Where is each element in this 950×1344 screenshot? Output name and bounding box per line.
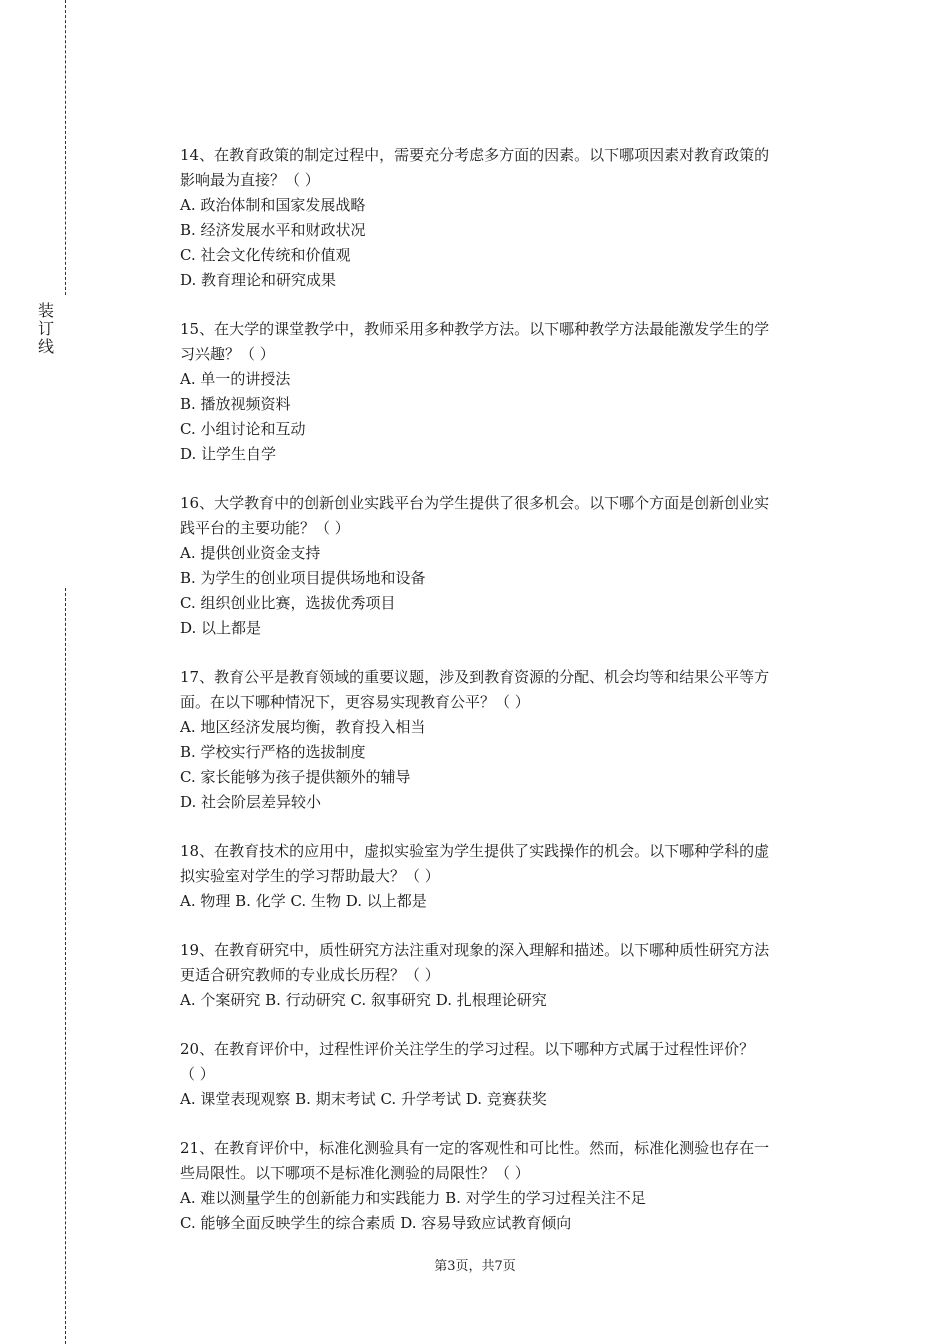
question-19 [180, 938, 840, 1013]
question-stem-line: 影响最为直接？（ ） [180, 171, 320, 189]
question-15 [180, 317, 840, 467]
question-20 [180, 1037, 840, 1112]
binding-dashed-line-top [65, 0, 66, 295]
question-14 [180, 143, 840, 293]
option-line: A. 物理 B. 化学 C. 生物 D. 以上都是 [180, 892, 427, 910]
option-line: C. 小组讨论和互动 [180, 420, 306, 438]
binding-label [36, 302, 56, 356]
question-stem-line: 践平台的主要功能？（ ） [180, 519, 350, 537]
question-stem-line: 16、大学教育中的创新创业实践平台为学生提供了很多机会。以下哪个方面是创新创业实 [180, 494, 770, 512]
question-stem-line: 15、在大学的课堂教学中，教师采用多种教学方法。以下哪种教学方法最能激发学生的学 [180, 320, 770, 338]
question-stem-line: 拟实验室对学生的学习帮助最大？（ ） [180, 867, 440, 885]
question-stem-line: 19、在教育研究中，质性研究方法注重对现象的深入理解和描述。以下哪种质性研究方法 [180, 941, 770, 959]
question-18 [180, 839, 840, 914]
page-number: 第3页，共7页 [434, 1259, 516, 1274]
question-stem-line: 更适合研究教师的专业成长历程？（ ） [180, 966, 440, 984]
option-line: B. 经济发展水平和财政状况 [180, 221, 366, 239]
question-stem-line: 些局限性。以下哪项不是标准化测验的局限性？（ ） [180, 1164, 530, 1182]
option-line: A. 个案研究 B. 行动研究 C. 叙事研究 D. 扎根理论研究 [180, 991, 547, 1009]
option-line: D. 以上都是 [180, 619, 262, 637]
question-21 [180, 1136, 840, 1236]
question-stem-line: 20、在教育评价中，过程性评价关注学生的学习过程。以下哪种方式属于过程性评价？ [180, 1040, 755, 1058]
option-line: A. 课堂表现观察 B. 期末考试 C. 升学考试 D. 竞赛获奖 [180, 1090, 547, 1108]
option-line: A. 地区经济发展均衡，教育投入相当 [180, 718, 426, 736]
question-stem-line: 习兴趣？（ ） [180, 345, 275, 363]
question-stem-line: 面。在以下哪种情况下，更容易实现教育公平？（ ） [180, 693, 530, 711]
option-line: C. 家长能够为孩子提供额外的辅导 [180, 768, 411, 786]
question-stem-line: 18、在教育技术的应用中，虚拟实验室为学生提供了实践操作的机会。以下哪种学科的虚 [180, 842, 770, 860]
binding-dashed-line-bottom [65, 588, 66, 1344]
binding-label-char: 订 [37, 319, 54, 338]
option-line: A. 政治体制和国家发展战略 [180, 196, 366, 214]
question-list [180, 143, 840, 1260]
option-line: B. 播放视频资料 [180, 395, 291, 413]
option-line: C. 能够全面反映学生的综合素质 D. 容易导致应试教育倾向 [180, 1214, 572, 1232]
option-line: B. 学校实行严格的选拔制度 [180, 743, 366, 761]
option-line: A. 难以测量学生的创新能力和实践能力 B. 对学生的学习过程关注不足 [180, 1189, 646, 1207]
option-line: C. 社会文化传统和价值观 [180, 246, 351, 264]
question-17 [180, 665, 840, 815]
question-stem-line: （ ） [180, 1065, 215, 1083]
option-line: D. 社会阶层差异较小 [180, 793, 322, 811]
option-line: B. 为学生的创业项目提供场地和设备 [180, 569, 426, 587]
binding-label-char: 线 [37, 337, 54, 356]
question-stem-line: 21、在教育评价中，标准化测验具有一定的客观性和可比性。然而，标准化测验也存在一 [180, 1139, 770, 1157]
option-line: C. 组织创业比赛，选拔优秀项目 [180, 594, 396, 612]
question-stem-line: 17、教育公平是教育领域的重要议题，涉及到教育资源的分配、机会均等和结果公平等方 [180, 668, 770, 686]
option-line: D. 教育理论和研究成果 [180, 271, 337, 289]
option-line: D. 让学生自学 [180, 445, 277, 463]
option-line: A. 单一的讲授法 [180, 370, 291, 388]
option-line: A. 提供创业资金支持 [180, 544, 321, 562]
question-stem-line: 14、在教育政策的制定过程中，需要充分考虑多方面的因素。以下哪项因素对教育政策的 [180, 146, 770, 164]
question-16 [180, 491, 840, 641]
binding-label-char: 装 [37, 301, 54, 320]
